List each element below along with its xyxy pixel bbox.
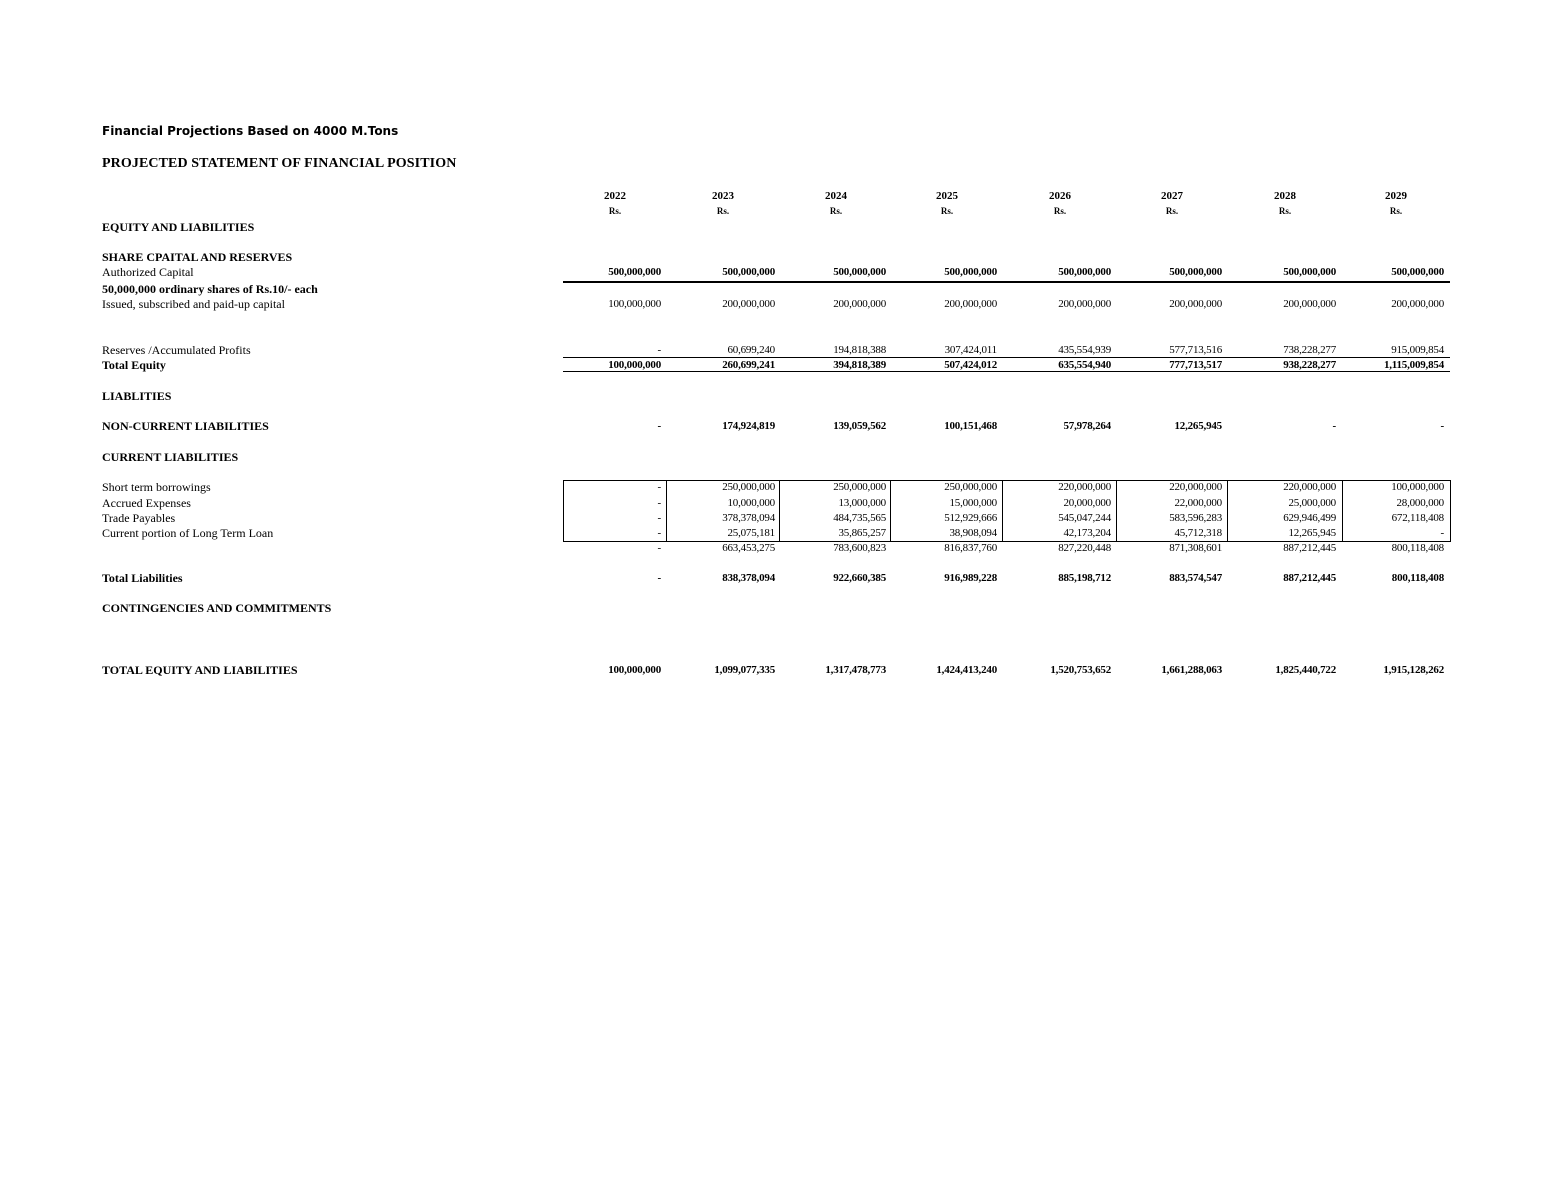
label-equity-liabilities: EQUITY AND LIABILITIES xyxy=(102,220,255,234)
currency-label: Rs. xyxy=(1278,206,1292,216)
cell-current-portion: 35,865,257 xyxy=(838,527,886,539)
year-header: 2023 xyxy=(712,190,734,202)
cell-total-liabilities: 885,198,712 xyxy=(1058,572,1111,584)
year-header: 2028 xyxy=(1274,190,1296,202)
current-box-divider xyxy=(666,480,667,541)
label-share-capital-reserves: SHARE CPAITAL AND RESERVES xyxy=(102,250,293,264)
cell-total-equity-liabilities: 100,000,000 xyxy=(608,664,661,676)
cell-non-current: - xyxy=(1332,420,1336,432)
report-heading: Financial Projections Based on 4000 M.Tons xyxy=(102,124,399,138)
current-box-divider xyxy=(1227,480,1228,541)
cell-short-term: 250,000,000 xyxy=(944,481,997,493)
statement-title: PROJECTED STATEMENT OF FINANCIAL POSITION xyxy=(102,156,457,171)
label-issued-capital: Issued, subscribed and paid-up capital xyxy=(102,297,285,311)
cell-non-current: 139,059,562 xyxy=(833,420,886,432)
cell-authorized-capital: 500,000,000 xyxy=(1169,266,1222,278)
cell-trade-payables: - xyxy=(657,512,661,524)
cell-authorized-capital: 500,000,000 xyxy=(1391,266,1444,278)
cell-total-equity: 394,818,389 xyxy=(833,359,886,371)
current-box-divider xyxy=(563,480,564,541)
currency-label: Rs. xyxy=(1053,206,1067,216)
current-box-divider xyxy=(1002,480,1003,541)
cell-short-term: 100,000,000 xyxy=(1391,481,1444,493)
current-box-divider xyxy=(1116,480,1117,541)
cell-non-current: 57,978,264 xyxy=(1063,420,1111,432)
current-box-bottom xyxy=(563,541,1451,542)
label-liabilities: LIABLITIES xyxy=(102,389,172,403)
total-equity-top-rule xyxy=(563,357,1450,358)
label-total-equity: Total Equity xyxy=(102,358,166,372)
cell-total-equity: 507,424,012 xyxy=(944,359,997,371)
year-header: 2025 xyxy=(936,190,958,202)
year-header: 2022 xyxy=(604,190,626,202)
cell-trade-payables: 484,735,565 xyxy=(833,512,886,524)
current-box-divider xyxy=(1450,480,1451,541)
cell-short-term: - xyxy=(657,481,661,493)
cell-issued-capital: 200,000,000 xyxy=(1169,298,1222,310)
total-equity-bottom-rule xyxy=(563,371,1450,372)
cell-authorized-capital: 500,000,000 xyxy=(1283,266,1336,278)
cell-reserves: 915,009,854 xyxy=(1391,344,1444,356)
cell-non-current: 174,924,819 xyxy=(722,420,775,432)
cell-current-total: 887,212,445 xyxy=(1283,542,1336,554)
label-authorized-capital: Authorized Capital xyxy=(102,265,194,279)
cell-trade-payables: 378,378,094 xyxy=(722,512,775,524)
cell-authorized-capital: 500,000,000 xyxy=(944,266,997,278)
cell-total-liabilities: 916,989,228 xyxy=(944,572,997,584)
current-box-divider xyxy=(779,480,780,541)
cell-total-equity-liabilities: 1,317,478,773 xyxy=(825,664,886,676)
cell-total-equity-liabilities: 1,825,440,722 xyxy=(1275,664,1336,676)
label-current-portion: Current portion of Long Term Loan xyxy=(102,526,274,540)
cell-total-liabilities: 887,212,445 xyxy=(1283,572,1336,584)
cell-authorized-capital: 500,000,000 xyxy=(722,266,775,278)
current-box-divider xyxy=(890,480,891,541)
cell-non-current: 12,265,945 xyxy=(1174,420,1222,432)
cell-total-equity-liabilities: 1,661,288,063 xyxy=(1161,664,1222,676)
current-box-divider xyxy=(1342,480,1343,541)
cell-authorized-capital: 500,000,000 xyxy=(1058,266,1111,278)
currency-label: Rs. xyxy=(829,206,843,216)
label-current: CURRENT LIABILITIES xyxy=(102,450,239,464)
cell-reserves: 194,818,388 xyxy=(833,344,886,356)
cell-total-equity-liabilities: 1,520,753,652 xyxy=(1050,664,1111,676)
cell-accrued: 28,000,000 xyxy=(1396,497,1444,509)
cell-reserves: 435,554,939 xyxy=(1058,344,1111,356)
cell-accrued: - xyxy=(657,497,661,509)
cell-accrued: 15,000,000 xyxy=(949,497,997,509)
cell-trade-payables: 672,118,408 xyxy=(1391,512,1444,524)
cell-current-portion: 12,265,945 xyxy=(1288,527,1336,539)
cell-authorized-capital: 500,000,000 xyxy=(833,266,886,278)
cell-total-equity: 100,000,000 xyxy=(608,359,661,371)
cell-total-equity: 1,115,009,854 xyxy=(1383,359,1444,371)
cell-issued-capital: 200,000,000 xyxy=(722,298,775,310)
cell-total-liabilities: 838,378,094 xyxy=(722,572,775,584)
year-header: 2026 xyxy=(1049,190,1071,202)
cell-short-term: 250,000,000 xyxy=(722,481,775,493)
cell-total-equity: 260,699,241 xyxy=(722,359,775,371)
label-reserves: Reserves /Accumulated Profits xyxy=(102,343,251,357)
cell-current-portion: - xyxy=(657,527,661,539)
cell-short-term: 250,000,000 xyxy=(833,481,886,493)
cell-accrued: 22,000,000 xyxy=(1174,497,1222,509)
cell-current-total: 663,453,275 xyxy=(722,542,775,554)
cell-current-portion: 25,075,181 xyxy=(727,527,775,539)
cell-total-equity: 938,228,277 xyxy=(1283,359,1336,371)
cell-trade-payables: 512,929,666 xyxy=(944,512,997,524)
cell-short-term: 220,000,000 xyxy=(1058,481,1111,493)
cell-reserves: 738,228,277 xyxy=(1283,344,1336,356)
cell-short-term: 220,000,000 xyxy=(1283,481,1336,493)
cell-reserves: 577,713,516 xyxy=(1169,344,1222,356)
cell-issued-capital: 100,000,000 xyxy=(608,298,661,310)
label-contingencies: CONTINGENCIES AND COMMITMENTS xyxy=(102,601,332,615)
cell-reserves: 307,424,011 xyxy=(944,344,997,356)
cell-total-equity-liabilities: 1,915,128,262 xyxy=(1383,664,1444,676)
cell-authorized-capital: 500,000,000 xyxy=(608,266,661,278)
cell-total-liabilities: 883,574,547 xyxy=(1169,572,1222,584)
currency-label: Rs. xyxy=(1165,206,1179,216)
currency-label: Rs. xyxy=(608,206,622,216)
cell-issued-capital: 200,000,000 xyxy=(944,298,997,310)
cell-trade-payables: 545,047,244 xyxy=(1058,512,1111,524)
cell-total-liabilities: 800,118,408 xyxy=(1391,572,1444,584)
cell-accrued: 10,000,000 xyxy=(727,497,775,509)
current-box-top xyxy=(563,480,1450,481)
label-trade-payables: Trade Payables xyxy=(102,511,176,525)
year-header: 2027 xyxy=(1161,190,1183,202)
cell-trade-payables: 583,596,283 xyxy=(1169,512,1222,524)
cell-current-total: 871,308,601 xyxy=(1169,542,1222,554)
cell-issued-capital: 200,000,000 xyxy=(1391,298,1444,310)
cell-total-equity-liabilities: 1,424,413,240 xyxy=(936,664,997,676)
cell-reserves: - xyxy=(657,344,661,356)
label-ordinary-shares: 50,000,000 ordinary shares of Rs.10/- each xyxy=(102,282,318,296)
cell-current-portion: 45,712,318 xyxy=(1174,527,1222,539)
cell-current-portion: - xyxy=(1440,527,1444,539)
cell-total-equity: 777,713,517 xyxy=(1169,359,1222,371)
cell-non-current: - xyxy=(1440,420,1444,432)
cell-current-total: 816,837,760 xyxy=(944,542,997,554)
currency-label: Rs. xyxy=(940,206,954,216)
cell-issued-capital: 200,000,000 xyxy=(1058,298,1111,310)
cell-accrued: 20,000,000 xyxy=(1063,497,1111,509)
cell-current-total: - xyxy=(657,542,661,554)
cell-trade-payables: 629,946,499 xyxy=(1283,512,1336,524)
cell-accrued: 25,000,000 xyxy=(1288,497,1336,509)
cell-current-total: 800,118,408 xyxy=(1391,542,1444,554)
cell-current-portion: 38,908,094 xyxy=(949,527,997,539)
cell-current-portion: 42,173,204 xyxy=(1063,527,1111,539)
cell-total-equity-liabilities: 1,099,077,335 xyxy=(714,664,775,676)
label-accrued: Accrued Expenses xyxy=(102,496,191,510)
label-total-liabilities: Total Liabilities xyxy=(102,571,183,585)
year-header: 2029 xyxy=(1385,190,1407,202)
cell-reserves: 60,699,240 xyxy=(727,344,775,356)
authorized-capital-rule xyxy=(563,281,1450,283)
label-total-equity-liabilities: TOTAL EQUITY AND LIABILITIES xyxy=(102,663,298,677)
label-short-term: Short term borrowings xyxy=(102,480,211,494)
cell-non-current: - xyxy=(657,420,661,432)
cell-current-total: 783,600,823 xyxy=(833,542,886,554)
cell-short-term: 220,000,000 xyxy=(1169,481,1222,493)
cell-total-liabilities: 922,660,385 xyxy=(833,572,886,584)
cell-issued-capital: 200,000,000 xyxy=(1283,298,1336,310)
cell-non-current: 100,151,468 xyxy=(944,420,997,432)
cell-accrued: 13,000,000 xyxy=(838,497,886,509)
year-header: 2024 xyxy=(825,190,847,202)
currency-label: Rs. xyxy=(716,206,730,216)
currency-label: Rs. xyxy=(1389,206,1403,216)
label-non-current: NON-CURRENT LIABILITIES xyxy=(102,419,269,433)
cell-current-total: 827,220,448 xyxy=(1058,542,1111,554)
cell-total-liabilities: - xyxy=(657,572,661,584)
cell-total-equity: 635,554,940 xyxy=(1058,359,1111,371)
cell-issued-capital: 200,000,000 xyxy=(833,298,886,310)
